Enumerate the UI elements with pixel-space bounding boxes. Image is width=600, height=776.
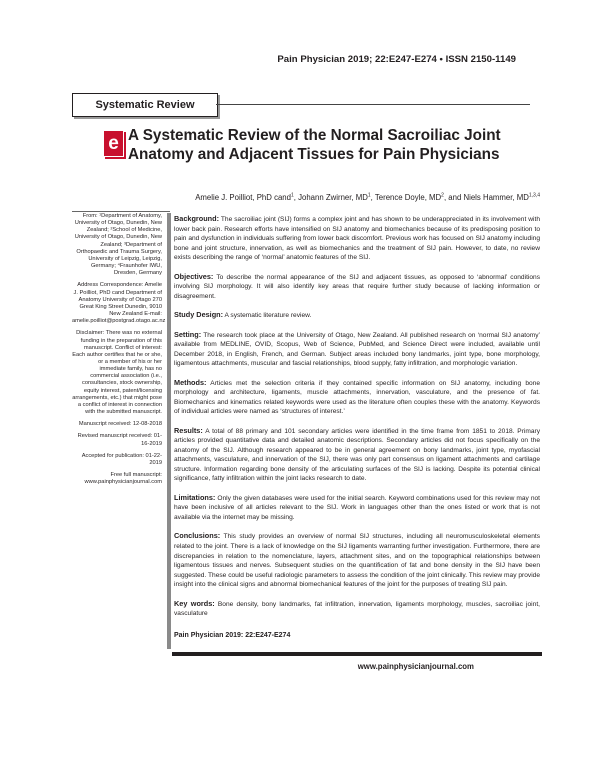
abstract-results: Results: A total of 88 primary and 101 secondary articles were identified in the time frame from 1851 to 2018. Primary articles provided quantitative data and detailed anatomic descriptions. Secondary articles did not focus specifically on the anatomy of the SIJ. Although research appeared to be in general agreement on bony landmarks, joint type, myofascial attachments, vasculature, and innervation of the SIJ, there was only part consensus on ligament attachments and cartilage structure. Information regarding bone density of the articulating surfaces of the SIJ is lacking. Despite its potential clinical significance, fatty infiltration within the joint lacks research to date. bbox=[174, 425, 541, 483]
manuscript-accepted: Accepted for publication: 01-22-2019 bbox=[81, 452, 162, 466]
page-citation: Pain Physician 2019: 22:E247-E274 bbox=[174, 632, 291, 639]
author: and Niels Hammer, MD$^{1,3,4}$ bbox=[448, 192, 540, 202]
abstract-limitations: Limitations: Only the given databases were used for the initial search. Keyword combinations used for this review may not have been inclusive of all articles relevant to the SIJ. Work in languages other than the ones listed or work that is not available via the internet may be missing. bbox=[174, 492, 540, 522]
article-type: Systematic Review bbox=[95, 99, 195, 111]
abstract-keywords: Key words: Bone density, bony landmarks, fat infiltration, innervation, ligaments morphology, muscles, sacroiliac joint, vasculature bbox=[174, 598, 540, 618]
header-rule bbox=[216, 104, 530, 105]
column-divider bbox=[167, 213, 171, 649]
article-title: A Systematic Review of the Normal Sacroiliac Joint Anatomy and Adjacent Tissues for Pain Physicians bbox=[128, 127, 501, 163]
disclaimer: Disclaimer: There was no external funding in the preparation of this manuscript. Conflict of interest: Each author certifies that he or she, or a member of his or her immediate family, has no commercial association (i.e., consultancies, stock ownership, equity interest, patent/licensing arrangements, etc.) that might pose a conflict of interest in connection with the submitted manuscript. bbox=[72, 330, 162, 416]
journal-header bbox=[277, 54, 516, 65]
abstract bbox=[174, 214, 540, 628]
free-fulltext-link[interactable]: Free full manuscript: www.painphysicianjournal.com bbox=[84, 472, 162, 486]
abstract-setting: Setting: The research took place at the University of Otago, New Zealand. All published research on ‘normal SIJ anatomy’ available from MEDLINE, OVID, Scopus, Web of Science, PubMed, and Science Direct were included, available until December 2018, in English, French, and German. Subject areas included bony landmarks, joint type, bone morphology, ligamentous attachments, muscular and fascial relationships, blood supply, fatty infiltration, and morphologic variation. bbox=[174, 329, 540, 368]
journal-citation: Pain Physician 2019; 22:E247-E274 bbox=[277, 54, 437, 65]
author: Amelie J. Poilliot, PhD cand$^1$, bbox=[195, 192, 299, 202]
abstract-study-design: Study Design: A systematic literature review. bbox=[174, 310, 312, 320]
abstract-methods: Methods: Articles met the selection criteria if they contained specific information on SIJ anatomy, including bone morphology and architecture, ligaments, muscle attachments, innervation, vasculature, and the presence of fat. Biomechanics and kinematics related keywords were used as the literature often couples these with the anatomy. Keywords of individual articles were named as ‘structures of interest.’ bbox=[174, 377, 541, 416]
issn: ISSN 2150-1149 bbox=[445, 54, 516, 65]
article-type-box bbox=[72, 93, 218, 117]
abstract-objectives: Objectives: To describe the normal appearance of the SIJ and adjacent tissues, as opposed to ‘abnormal’ conditions involving SIJ morphology. It will also identify key areas that require further study because of lacking information or disagreement. bbox=[174, 271, 540, 300]
manuscript-received: Manuscript received: 12-08-2018 bbox=[78, 421, 162, 428]
e-publication-icon: e bbox=[104, 131, 123, 156]
author: Johann Zwirner, $MD^1$, bbox=[298, 192, 375, 202]
affiliations: From: ¹Department of Anatomy, University of Otago, Dunedin, New Zealand; ²School of Medicine, University of Otago, Dunedin, New Zealand; ³Department of Orthopaedic and Trauma Surgery, University of Leipzig, Leipzig, Germany; ⁴Fraunhofer IWU, Dresden, Germany bbox=[74, 213, 162, 277]
sidebar bbox=[72, 213, 166, 491]
separator-bullet: • bbox=[439, 54, 443, 65]
footer-url[interactable]: www.painphysicianjournal.com bbox=[357, 662, 474, 671]
abstract-background: Background: The sacroiliac joint (SIJ) forms a complex joint and has shown to be underappreciated in its involvement with lower back pain. Research efforts have intensified on SIJ anatomy and biomechanics because of its predisposing position to pain and dysfunction in individuals suffering from lower back discomfort. Previous work has focused on SIJ anatomy including bone and joint structure, innervation, as well as biomechanics and the treatment of SIJ pain. However, to date, no review exists describing the range of ‘normal’ anatomic features of the SIJ. bbox=[174, 214, 540, 262]
manuscript-revised: Revised manuscript received: 01-16-2019 bbox=[77, 433, 162, 447]
author-list bbox=[195, 192, 540, 202]
author: Terence Doyle, $MD^2$, bbox=[374, 192, 449, 202]
footer-bar bbox=[172, 652, 542, 656]
sidebar-rule bbox=[72, 211, 170, 212]
abstract-conclusions: Conclusions: This study provides an overview of normal SIJ structures, including all neuromusculoskeletal elements related to the joint. There is a lack of knowledge on the SIJ ligaments warranting further investigation. Furthermore, there are discrepancies in relation to the nomenclature, layers, attachment sites, and on the topographical relationships between ligamentous tissues and nerves. Subsequent studies on the quantification of fat and bone density in the SIJ have been suggested. These could be useful radiologic parameters to assess the condition of the joint clinically. This review may provide insight into the clinical signs and abnormal biomechanical features of the joint for the purposes of treating SIJ pain. bbox=[174, 531, 540, 589]
address-correspondence: Address Correspondence: Amelie J. Poilliot, PhD cand Department of Anatomy University of Otago 270 Great King Street Dunedin, 9010 New Zealand E-mail: amelie.poilliot@postgrad.otago.ac.nz bbox=[72, 282, 166, 325]
